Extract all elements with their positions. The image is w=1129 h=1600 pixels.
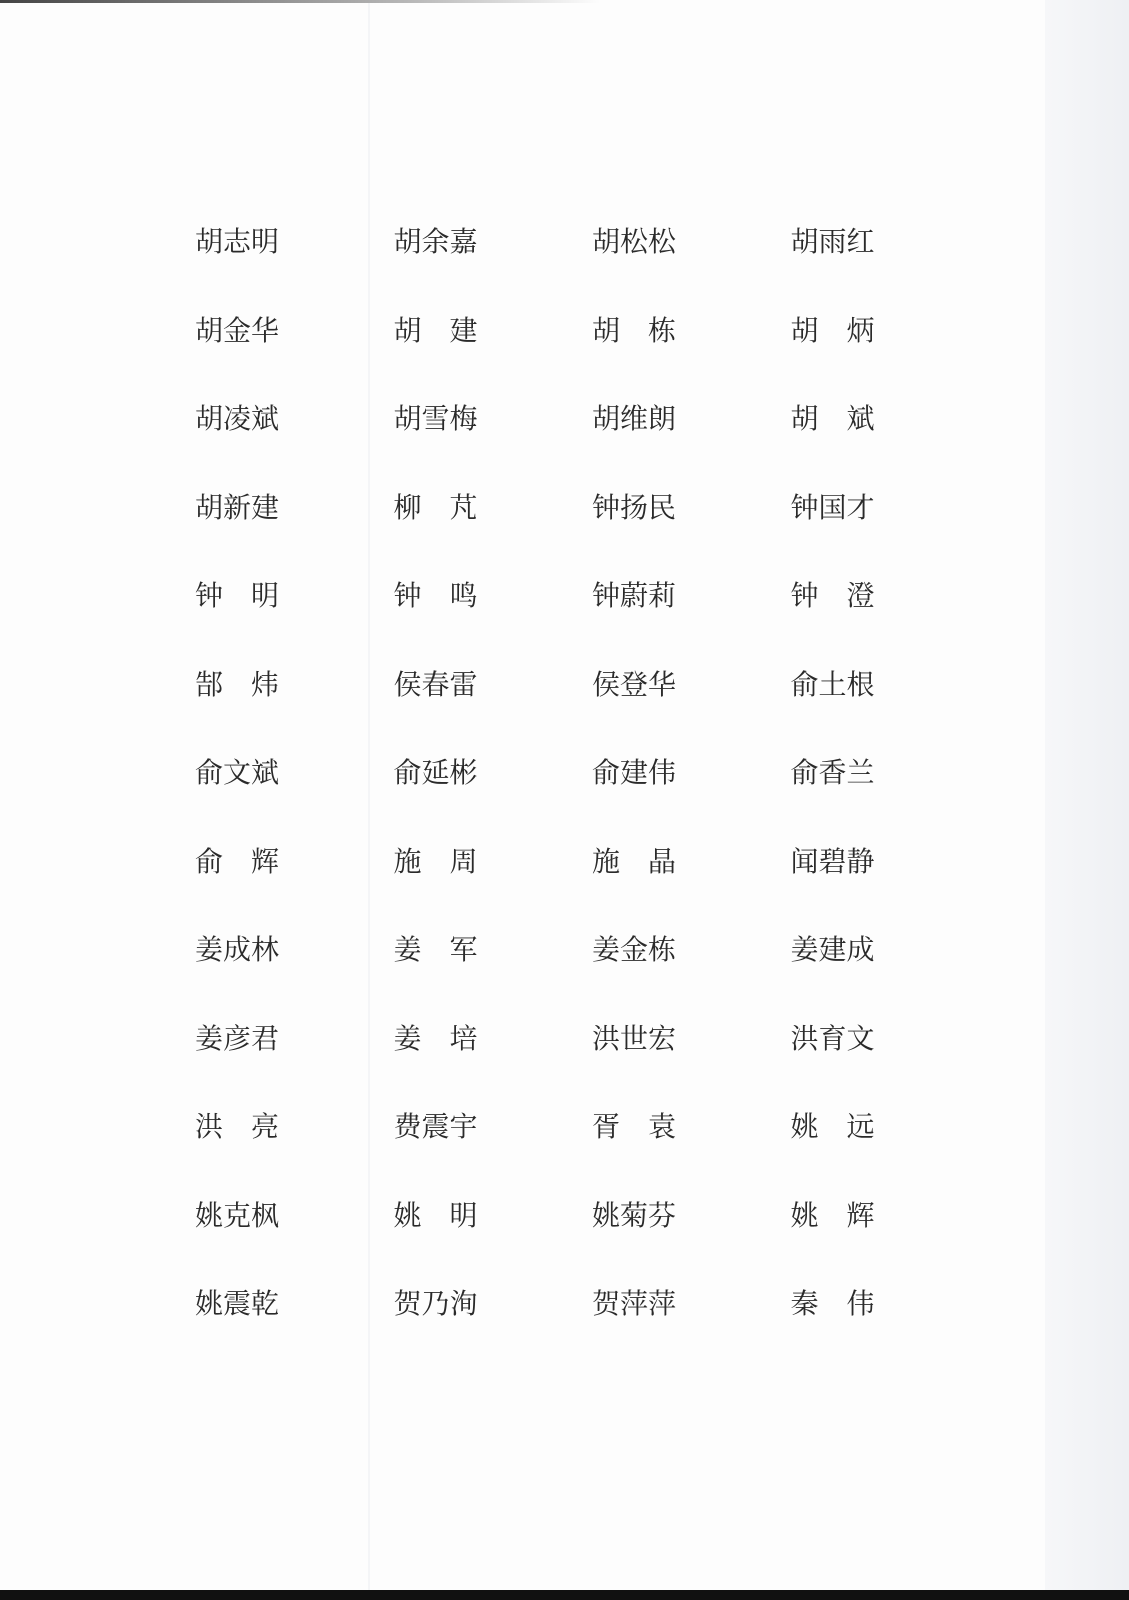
name-entry: 姚震乾 (195, 1287, 280, 1320)
name-entry: 姚克枫 (195, 1198, 280, 1232)
name-entry: 洪世宏 (592, 1021, 677, 1055)
name-entry: 钟 鸣 (393, 579, 478, 612)
name-entry: 俞建伟 (592, 756, 677, 789)
name-entry: 郜 炜 (195, 667, 280, 701)
name-entry: 姜金栋 (592, 933, 677, 966)
name-entry: 姚菊芬 (592, 1198, 677, 1232)
scan-top-edge (0, 0, 600, 3)
name-entry: 姜建成 (790, 933, 875, 966)
name-entry: 胡新建 (195, 490, 280, 524)
name-entry: 姜 军 (393, 933, 478, 966)
name-entry: 姜成林 (195, 933, 280, 966)
name-entry: 胡雪梅 (393, 402, 478, 435)
name-entry: 费震宇 (393, 1110, 478, 1143)
name-entry: 俞香兰 (790, 756, 875, 789)
name-entry: 俞文斌 (195, 756, 280, 789)
scan-edge-shadow (1045, 0, 1129, 1600)
name-entry: 洪育文 (790, 1021, 875, 1055)
name-entry: 秦 伟 (790, 1287, 875, 1320)
name-entry: 胡松松 (592, 225, 677, 258)
name-entry: 姚 远 (790, 1110, 875, 1143)
name-entry: 胡金华 (195, 313, 280, 347)
name-entry: 钟 明 (195, 579, 280, 612)
name-entry: 胡 建 (393, 313, 478, 347)
name-entry: 胡余嘉 (393, 225, 478, 258)
name-entry: 洪 亮 (195, 1110, 280, 1143)
name-list-grid (195, 222, 989, 1373)
name-entry: 俞延彬 (393, 756, 478, 789)
name-entry: 胡雨红 (790, 225, 875, 258)
name-entry: 胡志明 (195, 225, 280, 258)
name-entry: 侯登华 (592, 667, 677, 701)
name-entry: 贺萍萍 (592, 1287, 677, 1320)
name-entry: 姚 辉 (790, 1198, 875, 1232)
name-entry: 俞 辉 (195, 844, 280, 878)
name-entry: 姜彦君 (195, 1021, 280, 1055)
name-entry: 施 晶 (592, 844, 677, 878)
name-entry: 姚 明 (393, 1198, 478, 1232)
name-entry: 姜 培 (393, 1021, 478, 1055)
name-entry: 俞土根 (790, 667, 875, 701)
name-entry: 施 周 (393, 844, 478, 878)
name-entry: 贺乃洵 (393, 1287, 478, 1320)
name-entry: 胥 袁 (592, 1110, 677, 1143)
name-entry: 钟 澄 (790, 579, 875, 612)
name-entry: 闻碧静 (790, 844, 875, 878)
name-entry: 柳 芃 (393, 490, 478, 524)
name-entry: 胡 栋 (592, 313, 677, 347)
name-entry: 胡维朗 (592, 402, 677, 435)
name-entry: 胡 炳 (790, 313, 875, 347)
name-entry: 胡凌斌 (195, 402, 280, 435)
name-entry: 侯春雷 (393, 667, 478, 701)
name-entry: 钟蔚莉 (592, 579, 677, 612)
name-entry: 钟国才 (790, 490, 875, 524)
scan-bottom-edge (0, 1590, 1129, 1600)
name-entry: 钟扬民 (592, 490, 677, 524)
name-entry: 胡 斌 (790, 402, 875, 435)
